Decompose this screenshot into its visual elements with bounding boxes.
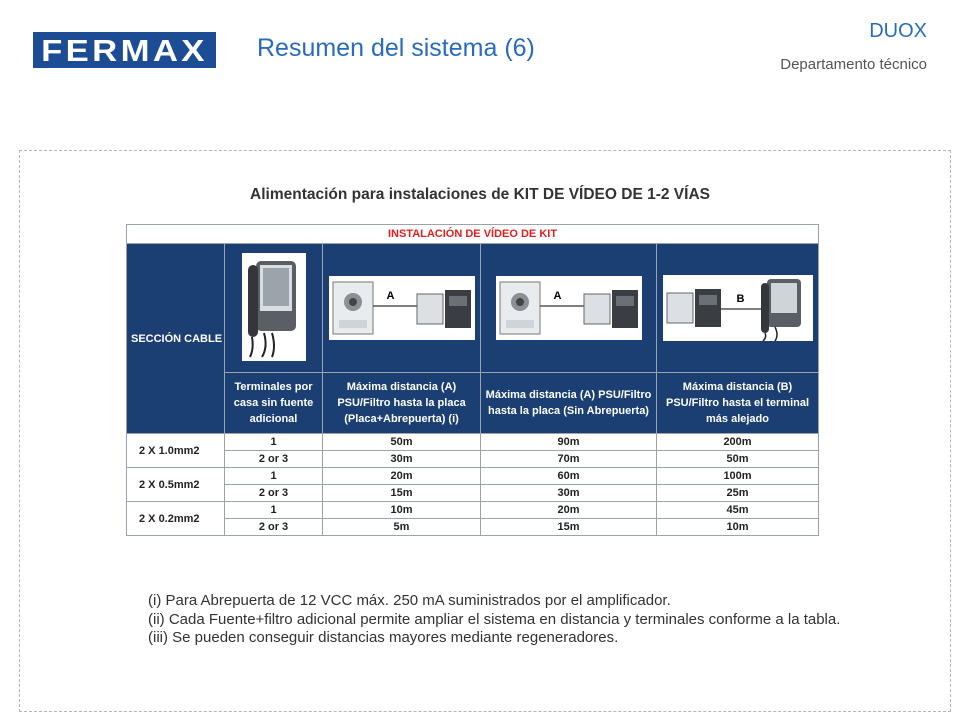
col-distance-b-header: Máxima distancia (B) PSU/Filtro hasta el terminal más alejado: [657, 373, 819, 434]
table-cell: 15m: [481, 519, 657, 536]
table-cell: 100m: [657, 468, 819, 485]
table-row: [127, 468, 819, 485]
table-cell: 200m: [657, 434, 819, 451]
diagram-plate-to-psu-1: [329, 276, 475, 340]
table-row: [127, 434, 819, 451]
table-row: [127, 451, 819, 468]
table-cell: 45m: [657, 502, 819, 519]
table-row: [127, 519, 819, 536]
col-distance-a-door-header: Máxima distancia (A) PSU/Filtro hasta la placa (Placa+Abrepuerta) (i): [323, 373, 481, 434]
diagram-a2-cell: [481, 244, 657, 373]
table-cell: 15m: [323, 485, 481, 502]
section-cable-header: SECCIÓN CABLE: [127, 244, 225, 434]
header-image-row: [127, 244, 819, 373]
table-cell: 10m: [323, 502, 481, 519]
col-terminals-header: Terminales por casa sin fuente adicional: [225, 373, 323, 434]
footnotes: [148, 592, 848, 648]
table-cell: 20m: [481, 502, 657, 519]
footnote-i: (i) Para Abrepuerta de 12 VCC máx. 250 mA suministrados por el amplificador.: [148, 592, 671, 609]
footnote-iii: (iii) Se pueden conseguir distancias mayores mediante regeneradores.: [148, 629, 619, 646]
page-title: Resumen del sistema (6): [257, 34, 535, 62]
table-row: [127, 485, 819, 502]
diagram-b-cell: [657, 244, 819, 373]
table-cell: 2 or 3: [225, 451, 323, 468]
table-cell: 1: [225, 502, 323, 519]
table-cell: 1: [225, 468, 323, 485]
distance-label-b: B: [736, 293, 745, 305]
department-label: Departamento técnico: [780, 56, 927, 73]
footnote-ii: (ii) Cada Fuente+filtro adicional permite ampliar el sistema en distancia y terminales conforme a la tabla.: [148, 610, 841, 628]
installation-table: [126, 224, 819, 536]
cable-section-cell: 2 X 0.5mm2: [127, 468, 225, 502]
fermax-logo: [33, 32, 216, 68]
monitor-icon: [242, 253, 306, 361]
diagram-a1-cell: [323, 244, 481, 373]
table-cell: 50m: [323, 434, 481, 451]
brand-name: DUOX: [869, 20, 927, 42]
table-cell: 60m: [481, 468, 657, 485]
table-cell: 1: [225, 434, 323, 451]
header-text-row: [127, 373, 819, 434]
table-title: Alimentación para instalaciones de KIT DE VÍDEO DE 1-2 VÍAS: [250, 186, 710, 203]
distance-label-a1: A: [386, 290, 395, 302]
table-cell: 25m: [657, 485, 819, 502]
table-cell: 90m: [481, 434, 657, 451]
col-distance-a-header: Máxima distancia (A) PSU/Filtro hasta la placa (Sin Abrepuerta): [481, 373, 657, 434]
distance-label-a2: A: [553, 290, 562, 302]
monitor-image-cell: [225, 244, 323, 373]
table-cell: 2 or 3: [225, 485, 323, 502]
cable-section-cell: 2 X 0.2mm2: [127, 502, 225, 536]
logo-text: FERMAX: [41, 32, 208, 68]
table-banner: INSTALACIÓN DE VÍDEO DE KIT: [127, 225, 819, 244]
table-cell: 50m: [657, 451, 819, 468]
table-cell: 10m: [657, 519, 819, 536]
table-cell: 20m: [323, 468, 481, 485]
table-cell: 5m: [323, 519, 481, 536]
cable-section-cell: 2 X 1.0mm2: [127, 434, 225, 468]
table-row: [127, 502, 819, 519]
diagram-psu-to-terminal: [663, 275, 813, 341]
table-banner-row: [127, 225, 819, 244]
table-cell: 30m: [481, 485, 657, 502]
table-cell: 70m: [481, 451, 657, 468]
table-cell: 30m: [323, 451, 481, 468]
diagram-plate-to-psu-2: [496, 276, 642, 340]
table-cell: 2 or 3: [225, 519, 323, 536]
